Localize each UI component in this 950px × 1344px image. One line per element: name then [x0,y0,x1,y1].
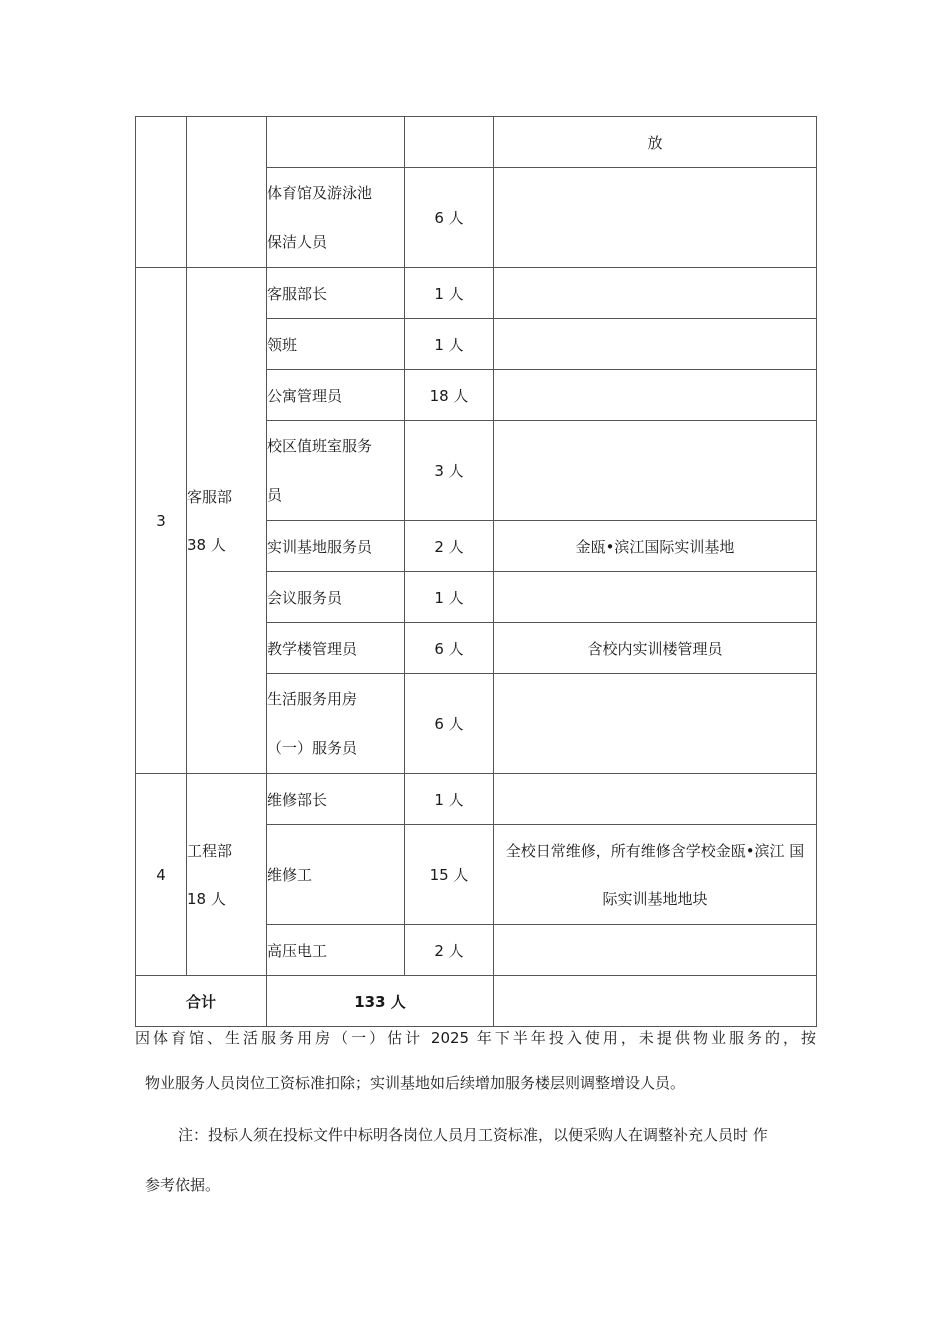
note-paragraph-1: 因体育馆、生活服务用房（一）估计 2025 年下半年投入使用，未提供物业服务的，按 [135,1029,816,1047]
department-cell [187,268,267,774]
count-cell: 2 人 [405,925,494,976]
note-cell: 全校日常维修，所有维修含学校金瓯•滨江 国 际实训基地地块 [494,825,817,925]
table-row [136,117,817,168]
note-cell: 含校内实训楼管理员 [494,623,817,674]
note-cell: 金瓯•滨江国际实训基地 [494,521,817,572]
row-number: 3 [136,268,187,774]
staffing-table [135,116,817,1027]
note-cell [494,674,817,774]
position-cell: 维修部长 [267,774,405,825]
count-cell: 1 人 [405,774,494,825]
note-cell [494,319,817,370]
count-cell: 15 人 [405,825,494,925]
position-cell: 领班 [267,319,405,370]
department-name: 工程部 [187,841,233,860]
note-paragraph-4: 参考依据。 [145,1176,221,1194]
total-label: 合计 [136,976,267,1027]
table-row [136,268,817,319]
note-cell [494,774,817,825]
department-name: 客服部 [187,487,233,506]
position-cell: 高压电工 [267,925,405,976]
total-count: 133 人 [267,976,494,1027]
count-cell: 6 人 [405,674,494,774]
empty-no-cell [136,117,187,268]
table-row [136,774,817,825]
note-cell [494,268,817,319]
note-cell [494,572,817,623]
department-count: 18 人 [187,889,226,908]
position-cell: 客服部长 [267,268,405,319]
count-cell: 6 人 [405,623,494,674]
row-number: 4 [136,774,187,976]
count-cell: 18 人 [405,370,494,421]
count-cell: 3 人 [405,421,494,521]
count-cell: 1 人 [405,572,494,623]
department-count: 38 人 [187,535,226,554]
note-cell: 放 [494,117,817,168]
department-cell [187,774,267,976]
position-cell: 体育馆及游泳池 保洁人员 [267,168,405,268]
position-cell: 实训基地服务员 [267,521,405,572]
count-cell: 6 人 [405,168,494,268]
position-cell: 生活服务用房 （一）服务员 [267,674,405,774]
position-cell: 会议服务员 [267,572,405,623]
position-cell: 教学楼管理员 [267,623,405,674]
count-cell: 1 人 [405,319,494,370]
note-cell [494,421,817,521]
position-cell: 公寓管理员 [267,370,405,421]
note-paragraph-2: 物业服务人员岗位工资标准扣除；实训基地如后续增加服务楼层则调整增设人员。 [145,1074,686,1092]
note-cell [494,370,817,421]
note-paragraph-3: 注：投标人须在投标文件中标明各岗位人员月工资标准，以便采购人在调整补充人员时 作 [178,1126,768,1144]
note-cell [494,925,817,976]
position-cell: 维修工 [267,825,405,925]
note-cell [494,168,817,268]
empty-position-cell [267,117,405,168]
total-row [136,976,817,1027]
position-cell: 校区值班室服务 员 [267,421,405,521]
count-cell: 2 人 [405,521,494,572]
empty-count-cell [405,117,494,168]
count-cell: 1 人 [405,268,494,319]
note-cell [494,976,817,1027]
empty-dept-cell [187,117,267,268]
